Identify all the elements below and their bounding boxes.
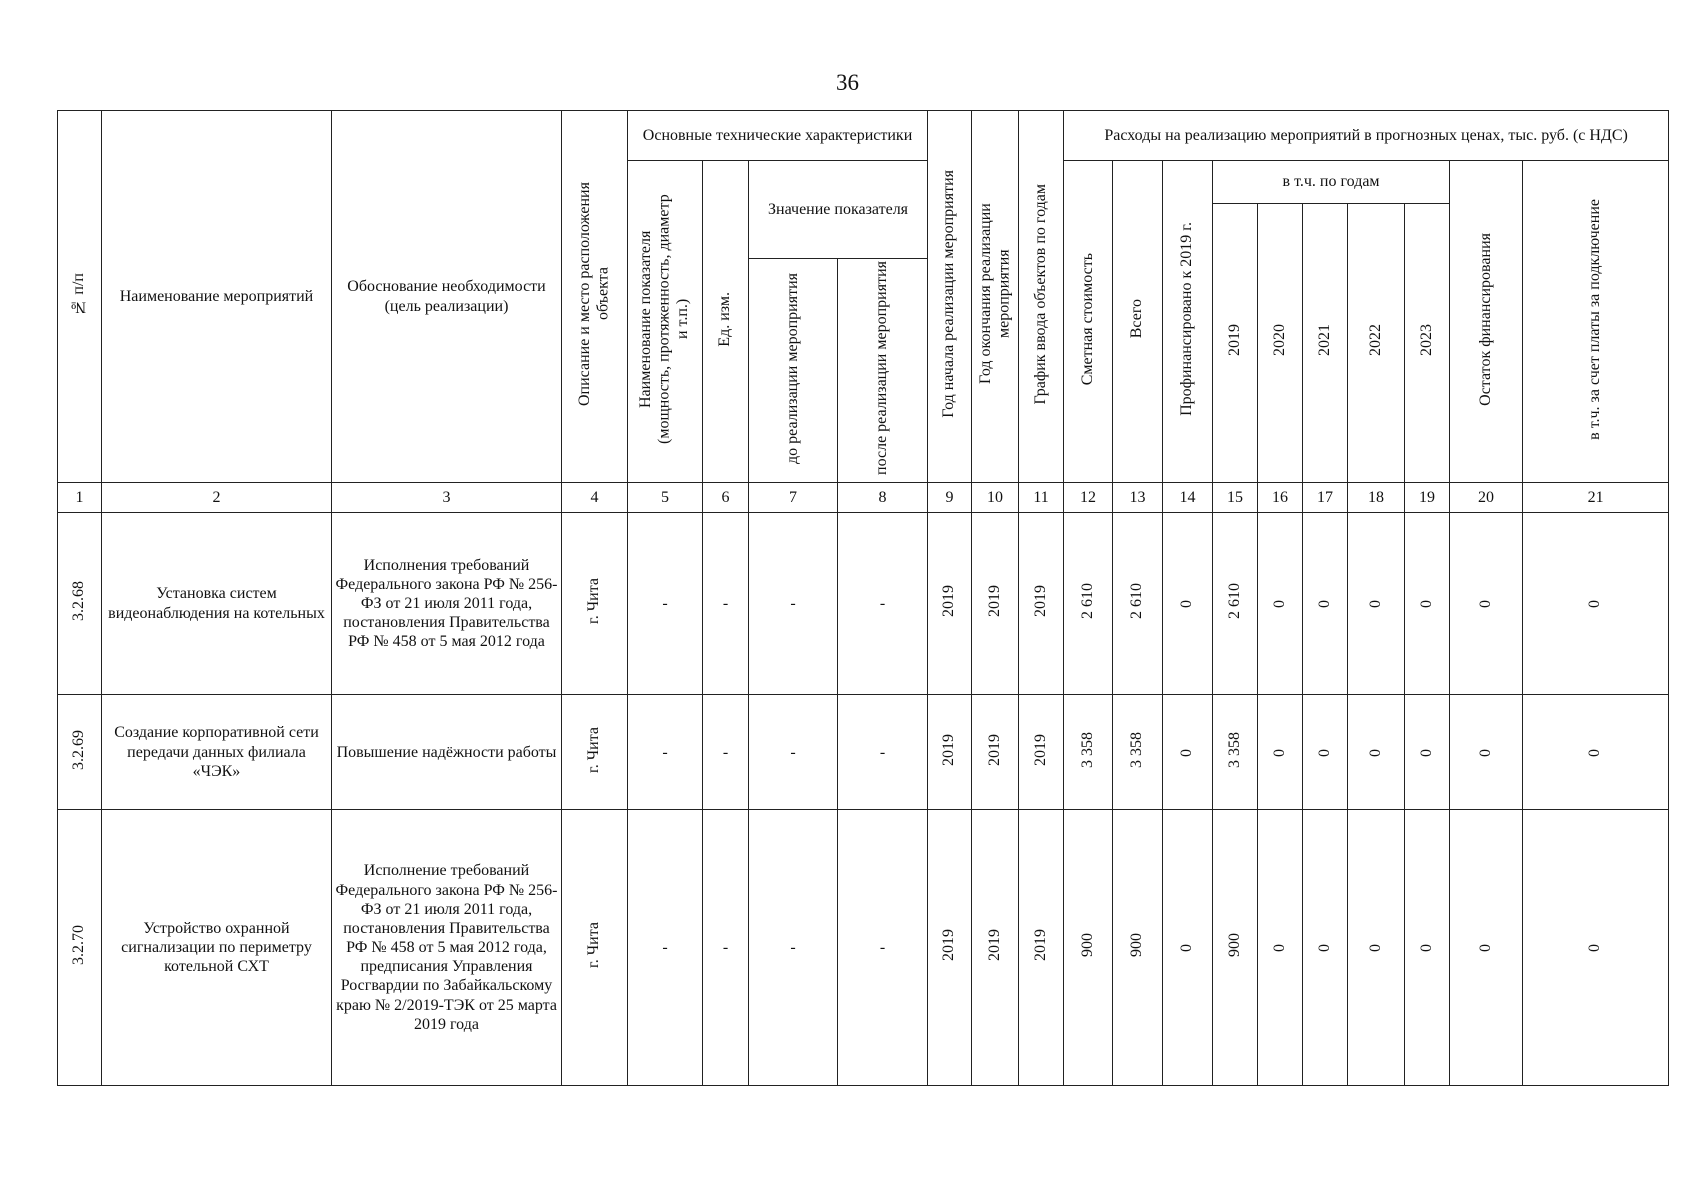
table-row (58, 695, 1669, 810)
row-total: 900 (1113, 810, 1163, 1086)
row-y2021: 0 (1303, 810, 1348, 1086)
row-number: 3.2.69 (58, 695, 102, 810)
row-y2019: 900 (1213, 810, 1258, 1086)
row-y2023: 0 (1405, 695, 1450, 810)
column-number: 17 (1303, 483, 1348, 513)
table-row (58, 810, 1669, 1086)
column-number: 9 (928, 483, 972, 513)
row-indicator: - (628, 513, 703, 695)
column-number: 2 (102, 483, 332, 513)
header-year-2023: 2023 (1405, 204, 1450, 483)
row-unit: - (703, 810, 749, 1086)
header-value-group: Значение показателя (749, 161, 928, 259)
row-reason: Исполнение требований Федерального закона РФ № 256-ФЗ от 21 июля 2011 года, постановления Правительства РФ № 458 от 5 мая 2012 года, предписания Управления Росгвардии по Забайкальскому краю № 2/2019-ТЭК от 25 марта 2019 года (332, 810, 562, 1086)
row-end: 2019 (972, 810, 1019, 1086)
header-remaining: Остаток финансирования (1450, 161, 1523, 483)
row-name: Установка систем видеонаблюдения на котельных (102, 513, 332, 695)
row-y2020: 0 (1258, 810, 1303, 1086)
row-before: - (749, 513, 838, 695)
header-total: Всего (1113, 161, 1163, 483)
row-end: 2019 (972, 513, 1019, 695)
column-number: 3 (332, 483, 562, 513)
header-location: Описание и место расположения объекта (562, 111, 628, 483)
column-number: 7 (749, 483, 838, 513)
row-connection: 0 (1523, 695, 1669, 810)
row-y2019: 2 610 (1213, 513, 1258, 695)
row-start: 2019 (928, 513, 972, 695)
row-total: 3 358 (1113, 695, 1163, 810)
header-years-group: в т.ч. по годам (1213, 161, 1450, 204)
column-number: 13 (1113, 483, 1163, 513)
row-y2022: 0 (1348, 810, 1405, 1086)
row-estimate: 2 610 (1064, 513, 1113, 695)
column-number: 15 (1213, 483, 1258, 513)
header-start: Год начала реализации мероприятия (928, 111, 972, 483)
row-indicator: - (628, 695, 703, 810)
row-remaining: 0 (1450, 810, 1523, 1086)
row-schedule: 2019 (1019, 810, 1064, 1086)
header-num: № п/п (58, 111, 102, 483)
header-reason: Обоснование необходимости (цель реализации) (332, 111, 562, 483)
column-number: 4 (562, 483, 628, 513)
header-costs-group: Расходы на реализацию мероприятий в прогнозных ценах, тыс. руб. (с НДС) (1064, 111, 1669, 161)
row-reason: Повышение надёжности работы (332, 695, 562, 810)
row-schedule: 2019 (1019, 695, 1064, 810)
row-y2022: 0 (1348, 695, 1405, 810)
column-number: 20 (1450, 483, 1523, 513)
row-y2023: 0 (1405, 513, 1450, 695)
row-unit: - (703, 695, 749, 810)
row-name: Создание корпоративной сети передачи данных филиала «ЧЭК» (102, 695, 332, 810)
row-financed: 0 (1163, 513, 1213, 695)
row-y2023: 0 (1405, 810, 1450, 1086)
column-number: 12 (1064, 483, 1113, 513)
column-numbers-row (58, 483, 1669, 513)
row-y2022: 0 (1348, 513, 1405, 695)
header-year-2019: 2019 (1213, 204, 1258, 483)
header-connection: в т.ч. за счет платы за подключение (1523, 161, 1669, 483)
header-tech-group: Основные технические характеристики (628, 111, 928, 161)
column-number: 5 (628, 483, 703, 513)
column-number: 14 (1163, 483, 1213, 513)
row-remaining: 0 (1450, 513, 1523, 695)
column-number: 1 (58, 483, 102, 513)
header-before: до реализации мероприятия (749, 259, 838, 483)
row-y2021: 0 (1303, 513, 1348, 695)
row-after: - (838, 513, 928, 695)
row-connection: 0 (1523, 513, 1669, 695)
column-number: 21 (1523, 483, 1669, 513)
row-start: 2019 (928, 695, 972, 810)
row-schedule: 2019 (1019, 513, 1064, 695)
header-year-2021: 2021 (1303, 204, 1348, 483)
header-estimate: Сметная стоимость (1064, 161, 1113, 483)
row-name: Устройство охранной сигнализации по периметру котельной СХТ (102, 810, 332, 1086)
column-number: 10 (972, 483, 1019, 513)
header-indicator-name: Наименование показателя (мощность, протяженность, диаметр и т.п.) (628, 161, 703, 483)
row-estimate: 3 358 (1064, 695, 1113, 810)
row-location: г. Чита (562, 810, 628, 1086)
row-financed: 0 (1163, 810, 1213, 1086)
row-indicator: - (628, 810, 703, 1086)
row-end: 2019 (972, 695, 1019, 810)
row-before: - (749, 810, 838, 1086)
column-number: 8 (838, 483, 928, 513)
row-number: 3.2.68 (58, 513, 102, 695)
row-before: - (749, 695, 838, 810)
row-y2021: 0 (1303, 695, 1348, 810)
row-y2019: 3 358 (1213, 695, 1258, 810)
row-remaining: 0 (1450, 695, 1523, 810)
header-after: после реализации мероприятия (838, 259, 928, 483)
row-total: 2 610 (1113, 513, 1163, 695)
header-year-2022: 2022 (1348, 204, 1405, 483)
header-financed: Профинансировано к 2019 г. (1163, 161, 1213, 483)
row-number: 3.2.70 (58, 810, 102, 1086)
row-y2020: 0 (1258, 695, 1303, 810)
row-location: г. Чита (562, 513, 628, 695)
row-after: - (838, 695, 928, 810)
row-after: - (838, 810, 928, 1086)
investment-table (57, 110, 1669, 1086)
row-connection: 0 (1523, 810, 1669, 1086)
page-number: 36 (836, 70, 859, 95)
row-start: 2019 (928, 810, 972, 1086)
column-number: 16 (1258, 483, 1303, 513)
header-unit: Ед. изм. (703, 161, 749, 483)
column-number: 19 (1405, 483, 1450, 513)
column-number: 18 (1348, 483, 1405, 513)
row-financed: 0 (1163, 695, 1213, 810)
row-reason: Исполнения требований Федерального закона РФ № 256-ФЗ от 21 июля 2011 года, постановления Правительства РФ № 458 от 5 мая 2012 года (332, 513, 562, 695)
row-unit: - (703, 513, 749, 695)
header-name: Наименование мероприятий (102, 111, 332, 483)
header-year-2020: 2020 (1258, 204, 1303, 483)
table-row (58, 513, 1669, 695)
row-estimate: 900 (1064, 810, 1113, 1086)
column-number: 11 (1019, 483, 1064, 513)
row-y2020: 0 (1258, 513, 1303, 695)
header-schedule: График ввода объектов по годам (1019, 111, 1064, 483)
row-location: г. Чита (562, 695, 628, 810)
column-number: 6 (703, 483, 749, 513)
header-end: Год окончания реализации мероприятия (972, 111, 1019, 483)
